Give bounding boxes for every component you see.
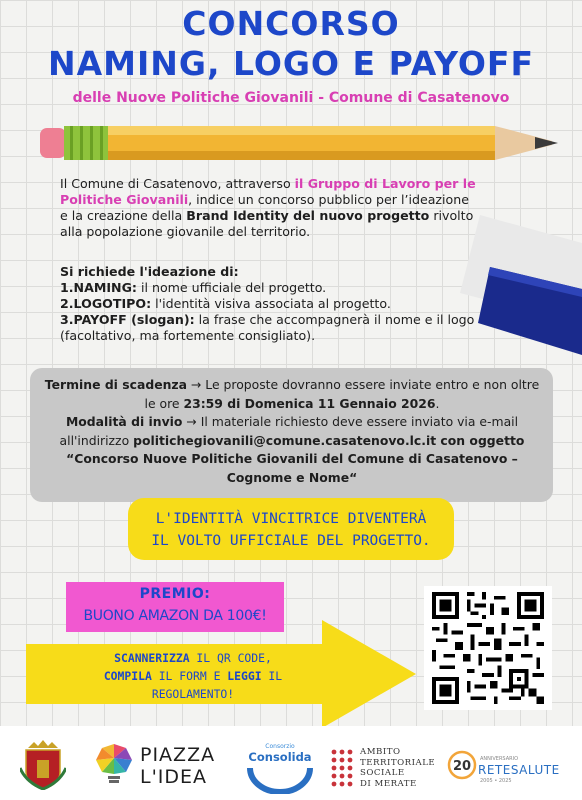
ambito-logo-text: AMBITO TERRITORIALE SOCIALE DI MERATE xyxy=(360,747,436,789)
rete-anniversary-label: ANNIVERSARIO xyxy=(480,756,519,762)
consolida-label: Consorzio xyxy=(265,743,295,750)
pencil-icon xyxy=(40,120,570,170)
title-line-2: NAMING, LOGO E PAYOFF xyxy=(48,44,534,83)
deadline-text: Termine di scadenza → Le proposte dovranno essere inviate entro e non oltre le ore 23:59 di Domenica 11 Gennaio 2026. Modalità di invio → Il materiale richiesto deve essere inviato via e-mail all'indirizzo politichegiovanili@comune.casatenovo.lc.it con oggetto “Concorso Nuove Politiche Giovanili del Comune di Casatenovo – Cognome e Nome“ xyxy=(44,377,540,485)
intro-paragraph: Il Comune di Casatenovo, attraverso il Gruppo di Lavoro per le Politiche Giovanili, indice un concorso pubblico per l’ideazione e la creazione della Brand Identity del nuovo progetto rivolto alla popolazione giovanile del territorio. xyxy=(60,176,476,239)
list-item: 1.NAMING: il nome ufficiale del progetto. xyxy=(60,280,327,295)
title-line-1: CONCORSO xyxy=(182,4,400,43)
retesalute-logo: RETESALUTE xyxy=(478,763,560,777)
winner-text: L'IDENTITÀ VINCITRICE DIVENTERÀ IL VOLTO UFFICIALE DEL PROGETTO. xyxy=(151,511,431,549)
ambito-dots-icon xyxy=(330,748,356,790)
lightbulb-icon xyxy=(94,742,134,786)
list-item: 2.LOGOTIPO: l'identità visiva associata al progetto. xyxy=(60,296,391,311)
requirements-list xyxy=(60,264,500,344)
subtitle: delle Nuove Politiche Giovanili - Comune di Casatenovo xyxy=(72,90,510,106)
scan-instructions: SCANNERIZZA IL QR CODE, COMPILA IL FORM E LEGGI IL REGOLAMENTO! xyxy=(103,651,283,701)
qr-code[interactable] xyxy=(430,592,546,704)
list-item: 3.PAYOFF (slogan): la frase che accompagnerà il nome e il logo (facoltativo, ma fortemente consigliato). xyxy=(60,312,475,343)
requirements-heading: Si richiede l'ideazione di: xyxy=(60,264,239,279)
rete-years: 2005 • 2025 xyxy=(480,778,512,784)
crest-icon xyxy=(20,738,66,790)
badge-number: 20 xyxy=(452,759,472,774)
prize-text: BUONO AMAZON DA 100€! xyxy=(83,608,267,624)
consolida-name: Consolida xyxy=(248,750,312,764)
prize-title: PREMIO: xyxy=(139,586,211,602)
piazza-idea-logo: PIAZZA L'IDEA xyxy=(140,744,216,788)
email-link[interactable]: politichegiovanili@comune.casatenovo.lc.it con oggetto xyxy=(133,432,525,448)
anniversary-badge-icon xyxy=(446,750,478,780)
